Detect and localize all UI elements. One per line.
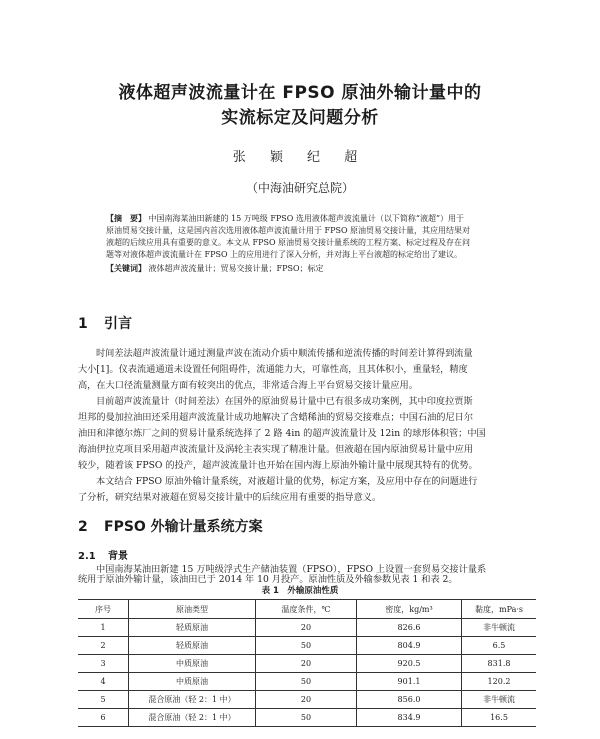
section-1-title: 引言 bbox=[104, 316, 132, 332]
table-cell: 20 bbox=[256, 619, 357, 637]
paper-title-line1: 液体超声波流量计在 FPSO 原油外输计量中的 bbox=[118, 83, 482, 103]
keywords-label: 【关键词】 bbox=[106, 264, 146, 273]
table-row bbox=[78, 655, 536, 673]
table-cell: 50 bbox=[256, 673, 357, 691]
table-cell: 3 bbox=[78, 655, 129, 673]
keywords-text: 液体超声波流量计；贸易交接计量；FPSO；标定 bbox=[148, 264, 324, 273]
table-cell: 1 bbox=[78, 619, 129, 637]
s1-p3-line2: 了分析，研究结果对液超在贸易交接计量中的后续应用有重要的指导意义。 bbox=[78, 492, 382, 503]
table-cell: 非牛顿流 bbox=[462, 619, 537, 637]
abstract-line-4: 题等对液体超声波流量计在 FPSO 上的应用进行了深入分析，并对海上平台液超的标定给出了建议。 bbox=[106, 250, 463, 259]
table-header-cell: 温度条件，℃ bbox=[256, 600, 357, 619]
table-cell: 901.1 bbox=[357, 673, 462, 691]
table-cell: 856.0 bbox=[357, 691, 462, 709]
table-cell: 混合原油（轻 2：1 中） bbox=[129, 709, 256, 727]
section-2-1-title: 背景 bbox=[108, 551, 128, 562]
s1-p2-line3: 油田和津德尔炼厂之间的贸易计量系统选择了 2 路 4in 的超声波流量计及 12in 的球形体积管；中国 bbox=[78, 428, 486, 439]
table-row bbox=[78, 709, 536, 727]
authors: 张 颖 纪 超 bbox=[232, 150, 368, 165]
s21-line2: 统用于原油外输计量，该油田已于 2014 年 10 月投产。原油性质及外输参数见表 1 和表 2。 bbox=[78, 574, 458, 585]
table-row bbox=[78, 691, 536, 709]
table-cell: 50 bbox=[256, 637, 357, 655]
table-cell: 2 bbox=[78, 637, 129, 655]
table-cell: 804.9 bbox=[357, 637, 462, 655]
table-header-cell: 原油类型 bbox=[129, 600, 256, 619]
abstract-line-1 bbox=[106, 213, 526, 225]
table-cell: 6.5 bbox=[462, 637, 537, 655]
s1-p2-line2: 坦邦的曼加拉油田还采用超声波流量计成功地解决了含蜡稀油的贸易交接难点；中国石油的尼日尔 bbox=[78, 412, 474, 423]
table-1-caption: 表 1 外输原油性质 bbox=[261, 586, 339, 596]
abstract-line-3: 液超的后续应用具有重要的意义。本文从 FPSO 原油贸易交接计量系统的工程方案、标定过程及存在问 bbox=[106, 238, 471, 247]
s1-p1-line1: 时间差法超声波流量计通过测量声波在流动介质中顺流传播和逆流传播的时间差计算得到流量 bbox=[96, 348, 473, 359]
table-cell: 831.8 bbox=[462, 655, 537, 673]
section-2-number: 2 bbox=[78, 519, 88, 535]
section-2-heading bbox=[78, 516, 263, 536]
table-cell: 20 bbox=[256, 655, 357, 673]
s1-p2-line5: 较少，随着该 FPSO 的投产，超声波流量计也开始在国内海上原油外输计量中展现其特有的优势。 bbox=[78, 460, 478, 471]
table-cell: 轻质原油 bbox=[129, 637, 256, 655]
table-cell: 中质原油 bbox=[129, 655, 256, 673]
keywords-line bbox=[106, 263, 526, 275]
table-header-cell: 密度，kg/m³ bbox=[357, 600, 462, 619]
table-cell: 6 bbox=[78, 709, 129, 727]
table-cell: 834.9 bbox=[357, 709, 462, 727]
s1-p1-line3: 高，在大口径流量测量方面有较突出的优点，非常适合海上平台贸易交接计量应用。 bbox=[78, 380, 418, 391]
table-1 bbox=[78, 599, 536, 727]
s1-p3-line1: 本文结合 FPSO 原油外输计量系统，对液超计量的优势，标定方案，及应用中存在的问题进行 bbox=[96, 476, 478, 487]
abstract-text: 中国南海某油田新建的 15 万吨级 FPSO 选用液体超声波流量计（以下简称“液超”）用于 bbox=[148, 214, 465, 223]
table-cell: 120.2 bbox=[462, 673, 537, 691]
section-2-1-heading bbox=[78, 547, 128, 562]
table-header-cell: 黏度，mPa·s bbox=[462, 600, 537, 619]
section-1-number: 1 bbox=[78, 316, 88, 332]
table-cell: 混合原油（轻 2：1 中） bbox=[129, 691, 256, 709]
table-cell: 920.5 bbox=[357, 655, 462, 673]
table-cell: 非牛顿流 bbox=[462, 691, 537, 709]
table-header-row bbox=[78, 600, 536, 619]
table-cell: 轻质原油 bbox=[129, 619, 256, 637]
section-2-title: FPSO 外输计量系统方案 bbox=[104, 519, 263, 535]
table-row bbox=[78, 673, 536, 691]
table-cell: 4 bbox=[78, 673, 129, 691]
table-row bbox=[78, 637, 536, 655]
section-2-1-number: 2.1 bbox=[78, 551, 96, 562]
section-1-heading bbox=[78, 313, 132, 333]
table-cell: 826.6 bbox=[357, 619, 462, 637]
s1-p2-line1: 目前超声波流量计（时间差法）在国外的原油贸易计量中已有很多成功案例，其中印度拉贾斯 bbox=[96, 396, 473, 407]
table-cell: 中质原油 bbox=[129, 673, 256, 691]
abstract-line-2: 原油贸易交接计量，这是国内首次选用液体超声波流量计用于 FPSO 原油贸易交接计量，其应用结果对 bbox=[106, 226, 471, 235]
table-header-cell: 序号 bbox=[78, 600, 129, 619]
abstract-label: 【摘 要】 bbox=[106, 214, 146, 223]
table-cell: 5 bbox=[78, 691, 129, 709]
table-cell: 20 bbox=[256, 691, 357, 709]
table-row bbox=[78, 619, 536, 637]
affiliation: （中海油研究总院） bbox=[245, 181, 354, 195]
s21-line1: 中国南海某油田新建 15 万吨级浮式生产储油装置（FPSO），FPSO 上设置一套贸易交接计量系 bbox=[96, 564, 487, 575]
table-cell: 16.5 bbox=[462, 709, 537, 727]
table-cell: 50 bbox=[256, 709, 357, 727]
s1-p2-line4: 海油伊拉克项目采用超声波流量计及涡轮主表实现了精准计量。但液超在国内原油贸易计量中应用 bbox=[78, 444, 474, 455]
paper-title-line2: 实流标定及问题分析 bbox=[221, 108, 379, 128]
s1-p1-line2: 大小[1]。仪表流通通道未设置任何阻碍件，流通能力大，可靠性高，且其体积小，重量轻，精度 bbox=[78, 364, 468, 375]
